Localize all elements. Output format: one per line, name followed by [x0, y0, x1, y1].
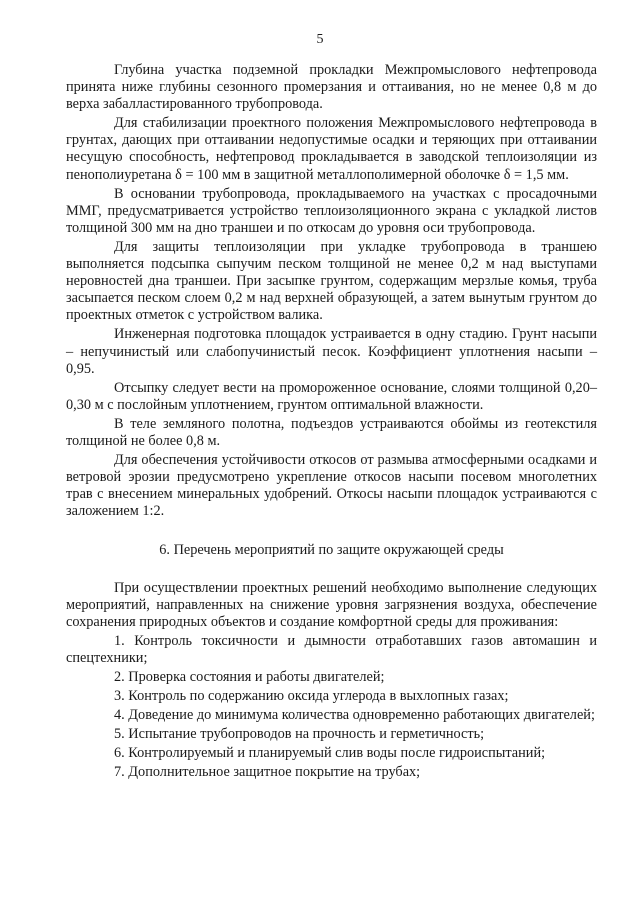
list-item: 1. Контроль токсичности и дымности отработавших газов автомашин и спецтехники;	[66, 632, 597, 666]
section-intro: При осуществлении проектных решений необходимо выполнение следующих мероприятий, направленных на снижение уровня загрязнения воздуха, обеспечение сохранения природных объектов и создание комфортной среды для проживания:	[66, 579, 597, 630]
paragraph-insulation-screen: В основании трубопровода, прокладываемого на участках с просадочными ММГ, предусматривается устройство теплоизоляционного экрана с укладкой листов толщиной 300 мм на дно траншеи и по откосам до уровня оси трубопровода.	[66, 185, 597, 236]
measures-list	[66, 633, 597, 782]
list-item: 3. Контроль по содержанию оксида углерода в выхлопных газах;	[114, 688, 509, 705]
paragraph-site-preparation: Инженерная подготовка площадок устраивается в одну стадию. Грунт насыпи – непучинистый или слабопучинистый песок. Коэффициент уплотнения насыпи – 0,95.	[66, 326, 597, 377]
list-item: 7. Дополнительное защитное покрытие на трубах;	[114, 764, 421, 781]
paragraph-fill-layers: Отсыпку следует вести на промороженное основание, слоями толщиной 0,20–0,30 м с послойным уплотнением, грунтом оптимальной влажности.	[66, 379, 597, 413]
section-title: 6. Перечень мероприятий по защите окружающей среды	[159, 542, 504, 559]
list-item: 5. Испытание трубопроводов на прочность и герметичность;	[114, 726, 485, 743]
list-item: 6. Контролируемый и планируемый слив воды после гидроиспытаний;	[114, 745, 546, 762]
paragraph-stabilization: Для стабилизации проектного положения Межпромыслового нефтепровода в грунтах, дающих при оттаивании недопустимые осадки и теряющих при оттаивании несущую способность, нефтепровод прокладывается в заводской теплоизоляции из пенополиуретана δ = 100 мм в защитной металлополимерной оболочке δ = 1,5 мм.	[66, 115, 597, 183]
paragraph-burial-depth: Глубина участка подземной прокладки Межпромыслового нефтепровода принята ниже глубины сезонного промерзания и оттаивания, но не менее 0,8 м до верха забалластированного трубопровода.	[66, 62, 597, 113]
document-body	[66, 62, 597, 784]
list-item: 2. Проверка состояния и работы двигателей;	[114, 669, 385, 685]
page-number: 5	[316, 32, 324, 47]
paragraph-geotextile: В теле земляного полотна, подъездов устраиваются обоймы из геотекстиля толщиной не более 0,8 м.	[66, 415, 597, 449]
paragraph-slope-protection: Для обеспечения устойчивости откосов от размыва атмосферными осадками и ветровой эрозии предусмотрено укрепление откосов насыпи посевом многолетних трав с внесением минеральных удобрений. Откосы насыпи площадок устраиваются с заложением 1:2.	[66, 452, 597, 520]
paragraph-sand-bedding: Для защиты теплоизоляции при укладке трубопровода в траншею выполняется подсыпка сыпучим песком толщиной не менее 0,2 м над выступами неровностей дна траншеи. При засыпке грунтом, содержащим мерзлые комья, труба засыпается песком слоем 0,2 м над верхней образующей, а затем вынутым грунтом до проектных отметок с устройством валика.	[66, 238, 597, 324]
list-item: 4. Доведение до минимума количества одновременно работающих двигателей;	[114, 707, 595, 724]
